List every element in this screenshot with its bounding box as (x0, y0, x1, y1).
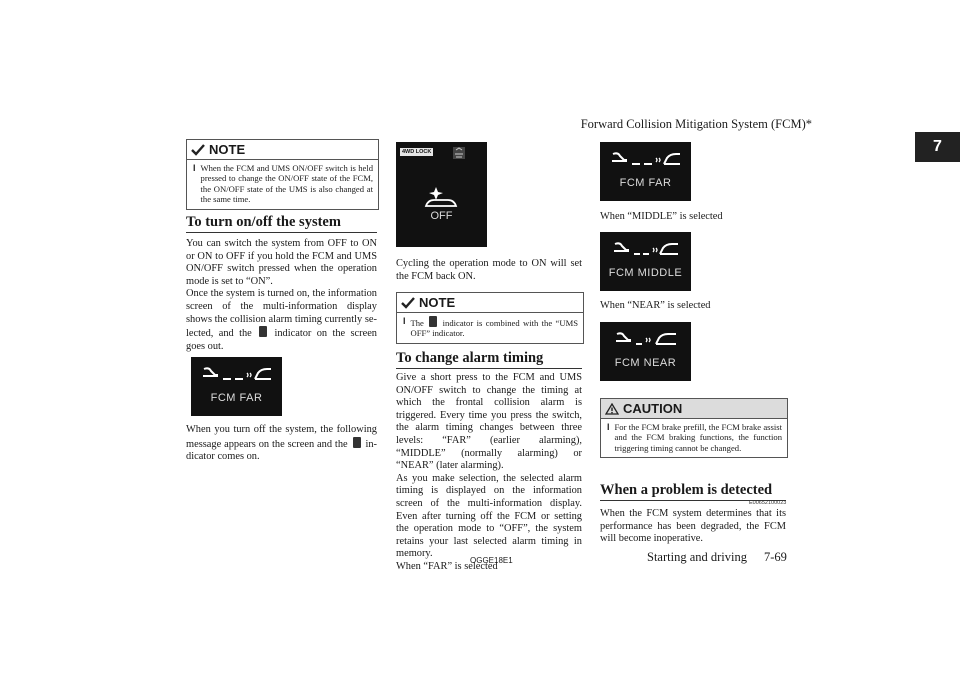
note-text-part: The (410, 318, 424, 328)
caution-text: For the FCM brake prefill, the FCM brake assist and the FCM braking functions, the function triggering timing cannot be changed. (614, 422, 782, 453)
bullet-marker: l (607, 422, 610, 432)
display-label: FCM NEAR (614, 357, 677, 369)
bullet-marker: l (403, 316, 406, 326)
paragraph: You can switch the system from OFF to ON or ON to OFF if you hold the FCM and UMS ON/OFF switch pressed when the operation mode is set to “ON”. (186, 238, 377, 287)
document-code: OGGE18E1 (470, 556, 513, 565)
fcm-off-display (396, 142, 487, 247)
section-heading: To change alarm timing (396, 350, 582, 369)
body-text (186, 238, 377, 353)
note-text: When the FCM and UMS ON/OFF switch is held pressed to change the ON/OFF state of the FCM, the ON/OFF state of the UMS is also changed at the same time. (200, 163, 373, 205)
paragraph-text: Once the system is turned on, the information screen of the multi-information display shows the collision alarm timing currently se- lected, and the (186, 288, 377, 340)
caution-header (601, 399, 787, 419)
fcm-indicator-icon (353, 437, 361, 448)
4wd-lock-tag: 4WD LOCK (402, 149, 432, 155)
fcm-far-display (600, 142, 691, 201)
running-header: Forward Collision Mitigation System (FCM)* (580, 117, 812, 131)
section-heading: To turn on/off the system (186, 214, 377, 233)
caution-box (600, 398, 788, 458)
fcm-near-display (600, 322, 691, 381)
body-text (186, 424, 377, 464)
section-code: E00652100023 (749, 500, 787, 506)
note-content (187, 160, 378, 209)
note-text (411, 316, 578, 339)
display-label: FCM MIDDLE (608, 267, 683, 279)
vehicle-distance-icon (610, 150, 682, 172)
caution-title: CAUTION (623, 401, 683, 416)
fcm-indicator-icon (429, 316, 437, 327)
fcm-middle-display (600, 232, 691, 291)
note-box (396, 292, 584, 344)
paragraph-text: in- dicator comes on. (186, 438, 377, 463)
small-fcm-off-icon (452, 146, 466, 160)
note-header (397, 293, 583, 313)
fcm-far-display (191, 357, 282, 416)
fcm-indicator-icon (259, 326, 267, 337)
note-check-icon (191, 144, 205, 156)
caption: When “NEAR” is selected (600, 300, 711, 311)
paragraph: As you make selection, the selected alarm timing is displayed on the information screen of the multi-information display. Even after turning off the FCM or setting the operation mode to “OFF”, the system retains your last selected alarm timing in memory. (396, 472, 582, 560)
paragraph-text: indicator on the screen goes out. (186, 328, 377, 352)
note-header (187, 140, 378, 160)
paragraph-text: When you turn off the system, the following message appears on the screen and the (186, 424, 377, 450)
warning-triangle-icon (605, 403, 619, 415)
paragraph (186, 288, 377, 353)
footer-section: Starting and driving (647, 550, 747, 564)
caption: When “MIDDLE” is selected (600, 211, 723, 222)
section-heading: When a problem is detected (600, 482, 786, 501)
display-label: OFF (430, 210, 453, 222)
body-text (396, 372, 582, 574)
vehicle-distance-icon (614, 330, 678, 352)
note-text-part: indicator is combined with the “UMS OFF” indicator. (410, 318, 578, 339)
paragraph: Cycling the operation mode to ON will set the FCM back ON. (396, 258, 582, 282)
vehicle-distance-icon (201, 365, 273, 387)
vehicle-distance-icon (612, 240, 680, 262)
display-label: FCM FAR (210, 392, 263, 404)
note-box (186, 139, 379, 210)
page-number: 7-69 (764, 550, 787, 564)
chapter-tab: 7 (915, 132, 960, 162)
fcm-off-car-icon (422, 186, 462, 210)
paragraph: When “FAR” is selected (396, 560, 498, 572)
caution-content (601, 419, 787, 457)
paragraph: Give a short press to the FCM and UMS ON/OFF switch to change the timing at which the frontal collision alarm is triggered. Every time you press the switch, the alarm timing changes between three levels: “FAR” (earlier alarming), “MIDDLE” (normally alarming) or “NEAR” (later alarming). (396, 372, 582, 472)
bullet-marker: l (193, 163, 196, 173)
note-check-icon (401, 297, 415, 309)
note-title: NOTE (209, 142, 246, 157)
paragraph: When the FCM system determines that its performance has been degraded, the FCM will become inoperative. (600, 508, 786, 545)
note-content (397, 313, 583, 343)
display-label: FCM FAR (619, 177, 672, 189)
note-title: NOTE (419, 295, 456, 310)
